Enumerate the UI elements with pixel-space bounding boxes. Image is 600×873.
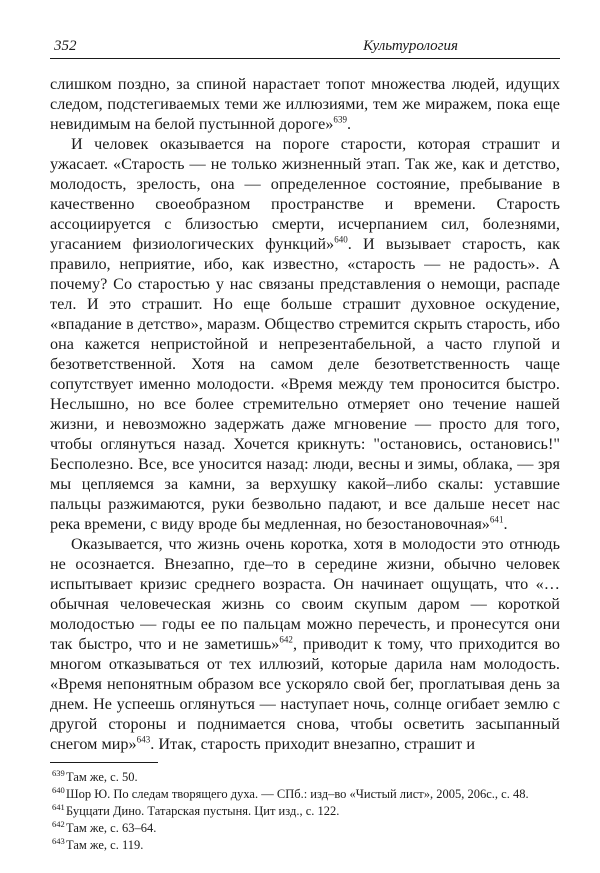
- footnote-text: Там же, с. 119.: [66, 838, 144, 852]
- footnote-number: 641: [52, 802, 65, 812]
- footnote-item: [50, 837, 560, 854]
- footnote-ref-640: 640: [334, 234, 348, 245]
- paragraph-3-text-a: Оказывается, что жизнь очень коротка, хотя в молодости это отнюдь не осознается. Внезапно, где–то в середине жизни, обычно человек испытывает кризис среднего возраста. Он начинает ощущать, что «…обычная человеческая жизнь со своим скупым даром — короткой молодостью — годы ее по пальцам можно перечесть, и пронесутся они так быстро, что и не заметишь»: [50, 535, 560, 653]
- footnote-ref-642: 642: [279, 634, 293, 645]
- footnote-ref-641: 641: [489, 514, 504, 525]
- footnote-number: 640: [52, 785, 65, 795]
- running-header: [50, 38, 560, 59]
- paragraph-3-text-b: , приводит к тому, что приходится во многом отказываться от тех иллюзий, которые дарила нам молодость. «Время непонятным образом все ускоряло свой бег, проглатывая день за днем. Не успеешь оглянуться — наступает ночь, солнце огибает землю с другой стороны и поднимается снова, чтобы осветить засыпанный снегом мир»: [50, 635, 561, 753]
- footnote-text: Там же, с. 50.: [66, 770, 138, 784]
- paragraph-2-text-a: И человек оказывается на пороге старости, которая страшит и ужасает. «Старость — не только жизненный этап. Так же, как и детство, молодость, зрелость, она — определенное состояние, пребывание в качественно своеобразном пространстве и времени. Старость ассоциируется с близостью смерти, исчерпанием сил, болезнями, угасанием физиологических функций»: [50, 135, 560, 253]
- footnote-text: Там же, с. 63–64.: [66, 821, 157, 835]
- paragraph-1-text-a: слишком поздно, за спиной нарастает топот множества людей, идущих следом, подстегиваемых теми же иллюзиями, тем же миражем, пока еще невидимым на белой пустынной дороге»: [50, 75, 560, 133]
- footnote-item: [50, 786, 560, 803]
- footnotes: [50, 769, 560, 854]
- footnote-number: 642: [52, 819, 65, 829]
- main-text: [50, 74, 560, 754]
- footnote-text: Шор Ю. По следам творящего духа. — СПб.: изд–во «Чистый лист», 2005, 206с., с. 48.: [66, 787, 529, 801]
- paragraph-2: [50, 134, 560, 534]
- running-title: Культурология: [363, 38, 458, 54]
- paragraph-2-text-c: .: [503, 515, 508, 533]
- page-number: 352: [54, 38, 77, 54]
- footnote-ref-639: 639: [333, 114, 347, 125]
- footnote-text: Буццати Дино. Татарская пустыня. Цит изд., с. 122.: [66, 804, 340, 818]
- paragraph-1: [50, 74, 560, 134]
- paragraph-1-text-b: .: [346, 115, 352, 133]
- footnote-item: [50, 820, 560, 837]
- paragraph-3: [50, 534, 560, 754]
- paragraph-2-text-b: . И вызывает старость, как правило, неприятие, ибо, как известно, «старость — не радость». А почему? Со старостью у нас связаны представления о немощи, распаде тел. И это страшит. Но еще больше страшит духовное оскудение, «впадание в детство», маразм. Общество стремится скрыть старость, ибо она кажется непристойной и непрезентабельной, а часто глупой и безответственной. Хотя на самом деле безответственность чаще сопутствует именно молодости. «Время между тем проносится быстро. Неслышно, но все более стремительно отмеряет оно течение нашей жизни, и невозможно задержать даже мгновение — просто для того, чтобы оглянуться назад. Хочется крикнуть: "остановись, остановись!" Бесполезно. Все, все уносится назад: люди, весны и зимы, облака, — зря мы цепляемся за камни, за верхушку какой–либо скалы: уставшие пальцы разжимаются, руки безвольно падают, и все дальше несет нас река времени, с виду вроде бы медленная, но безостановочная»: [50, 235, 560, 533]
- footnote-number: 643: [52, 836, 65, 846]
- footnote-item: [50, 803, 560, 820]
- footnote-ref-643: 643: [136, 734, 151, 745]
- footnote-number: 639: [52, 768, 65, 778]
- footnote-divider: [50, 762, 158, 763]
- footnote-item: [50, 769, 560, 786]
- book-page: [50, 38, 560, 854]
- paragraph-3-text-c: . Итак, старость приходит внезапно, страшит и: [150, 735, 476, 753]
